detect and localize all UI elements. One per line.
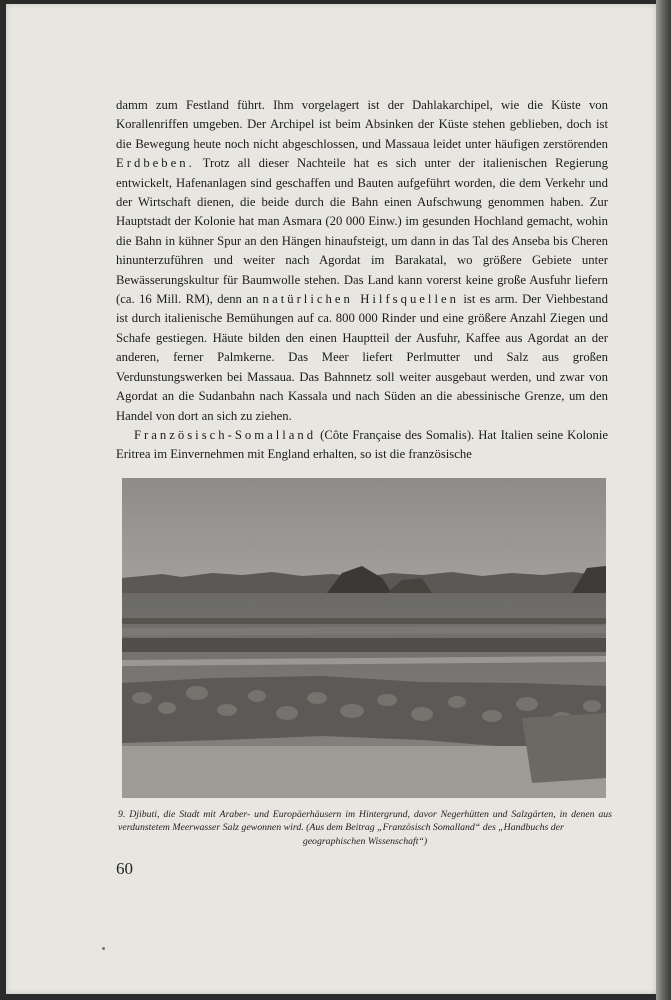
figure-caption: [118, 808, 612, 848]
page-number: 60: [116, 859, 133, 878]
caption-line-1: 9. Djibuti, die Stadt mit Araber- und Europäerhäusern im Hintergrund, davor Negerhütten und Salzgärten, in denen aus verdunstetem Meerwasser Salz gewonnen wird. (Aus dem Beitrag „Französisch Somalland“ des „Handbuchs der: [118, 809, 612, 834]
book-page: [6, 4, 656, 994]
caption-line-2: geographischen Wissenschaft“): [302, 835, 428, 847]
spaced-word-somalland: Französisch-Somalland: [134, 427, 317, 442]
paragraph-1: damm zum Festland führt. Ihm vorgelagert ist der Dahlakarchipel, wie die Küste von Korallenriffen umgeben. Der Archipel ist beim Absinken der Küste stehen geblieben, doch ist die Bewegung heute noch nicht abgeschlossen, und Massaua leidet unter häufigen zerstörenden Erdbeben. Trotz all dieser Nachteile hat es sich unter der italienischen Regierung entwickelt, Hafenanlagen sind geschaffen und Bauten aufgeführt worden, die dem Verkehr und der Wirtschaft dienen, die beide durch die Bahn einen Aufschwung genommen haben. Zur Hauptstadt der Kolonie hat man Asmara (20 000 Einw.) im gesunden Hochland gemacht, wohin die Bahn in kühner Spur an den Hängen hinaufsteigt, um dann in das Tal des Anseba bis Cheren hinunterzuführen und weiter nach Agordat im Barakatal, wo größere Gebiete unter Bewässerungskultur für Baumwolle stehen. Das Land kann vorerst keine große Ausfuhr liefern (ca. 16 Mill. RM), denn an natürlichen Hilfsquellen ist es arm. Der Viehbestand ist durch italienische Bemühungen auf ca. 800 000 Rinder und eine größere Anzahl Ziegen und Schafe gestiegen. Häute bilden den einen Hauptteil der Ausfuhr, Kaffee aus Agordat an der anderen, ferner Palmkerne. Das Meer liefert Perlmutter und Salz aus großen Verdunstungswerken bei Massaua. Das Bahnnetz soll weiter ausgebaut werden, und zwar von Agordat an die Sudanbahn nach Kassala und nach Süden an die abessinische Grenze, um den Handel von dort an sich zu ziehen.: [116, 98, 608, 423]
spaced-word-hilfsquellen: natürlichen Hilfsquellen: [262, 292, 459, 307]
photo-illustration: [122, 478, 606, 798]
paper-speck: [102, 947, 105, 950]
book-edge: [656, 0, 671, 1000]
spaced-word-erdbeben: Erdbeben.: [116, 156, 195, 171]
body-text: [116, 96, 608, 465]
paragraph-2: Französisch-Somalland (Côte Française des Somalis). Hat Italien seine Kolonie Eritrea im Einvernehmen mit England erhalten, so ist die französische: [116, 427, 608, 462]
photograph-djibuti: [122, 478, 606, 798]
